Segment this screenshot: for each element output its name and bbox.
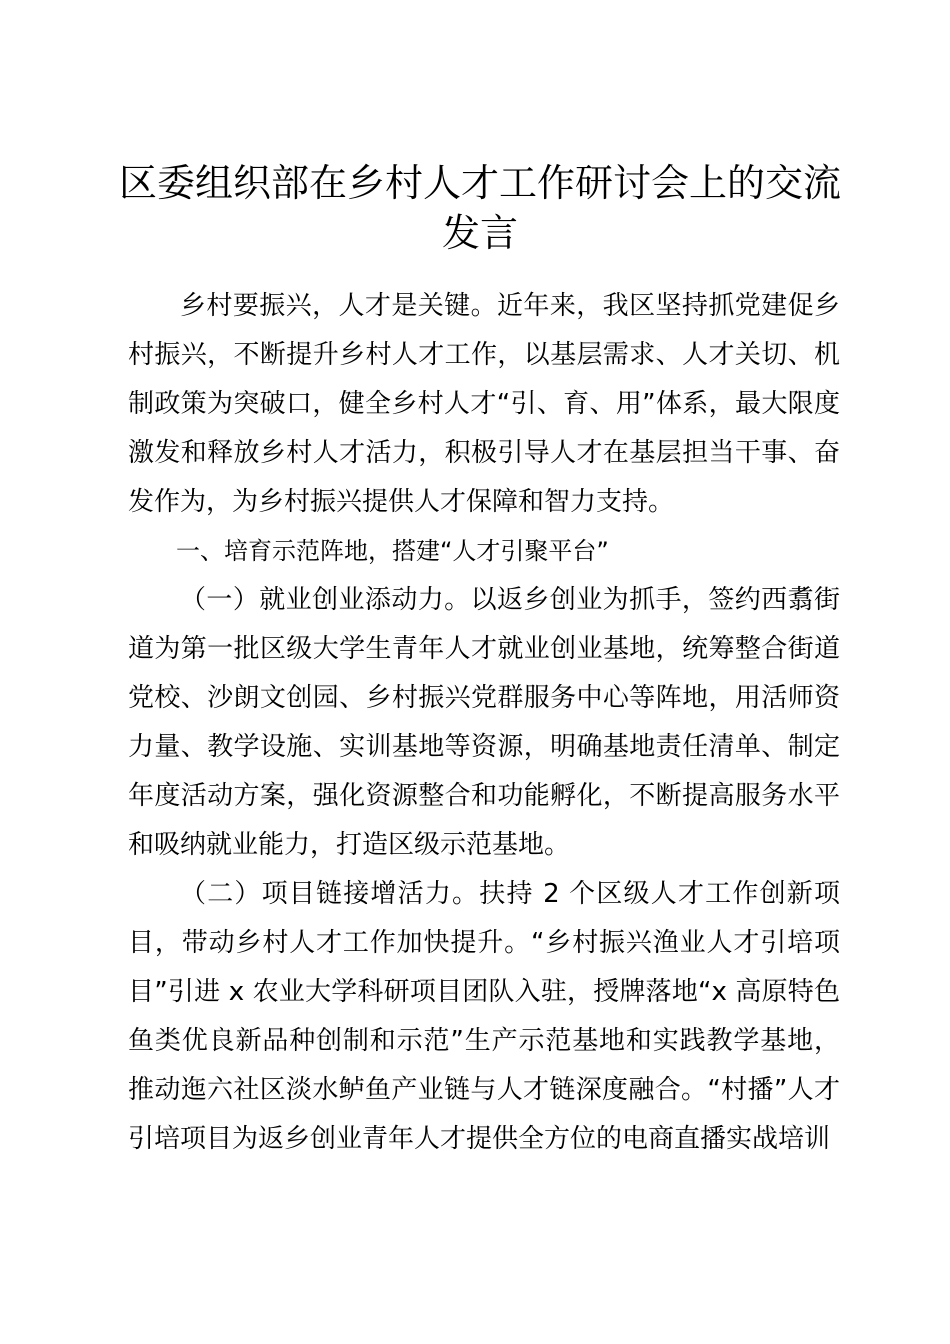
section-heading: 一、培育示范阵地，搭建“人才引聚平台”	[176, 537, 609, 565]
document-body	[128, 282, 840, 1164]
section-item-paragraph: （二）项目链接增活力。扶持 2 个区级人才工作创新项目，带动乡村人才工作加快提升。“乡村振兴渔业人才引培项目”引进 x 农业大学科研项目团队入驻，授牌落地“x 高原特色鱼类优良新品种创制和示范”生产示范基地和实践教学基地，推动迤六社区淡水鲈鱼产业链与人才链深度融合。“村播”人才引培项目为返乡创业青年人才提供全方位的电商直播实战培训	[128, 879, 840, 1154]
intro-paragraph: 乡村要振兴，人才是关键。近年来，我区坚持抓党建促乡村振兴，不断提升乡村人才工作，以基层需求、人才关切、机制政策为突破口，健全乡村人才“引、育、用”体系，最大限度激发和释放乡村人才活力，积极引导人才在基层担当干事、奋发作为，为乡村振兴提供人才保障和智力支持。	[128, 291, 840, 517]
document-title: 区委组织部在乡村人才工作研讨会上的交流发言	[118, 161, 841, 255]
section-item-paragraph: （一）就业创业添动力。以返乡创业为抓手，签约西翥街道为第一批区级大学生青年人才就业创业基地，统筹整合街道党校、沙朗文创园、乡村振兴党群服务中心等阵地，用活师资力量、教学设施、实训基地等资源，明确基地责任清单、制定年度活动方案，强化资源整合和功能孵化，不断提高服务水平和吸纳就业能力，打造区级示范基地。	[128, 585, 840, 860]
